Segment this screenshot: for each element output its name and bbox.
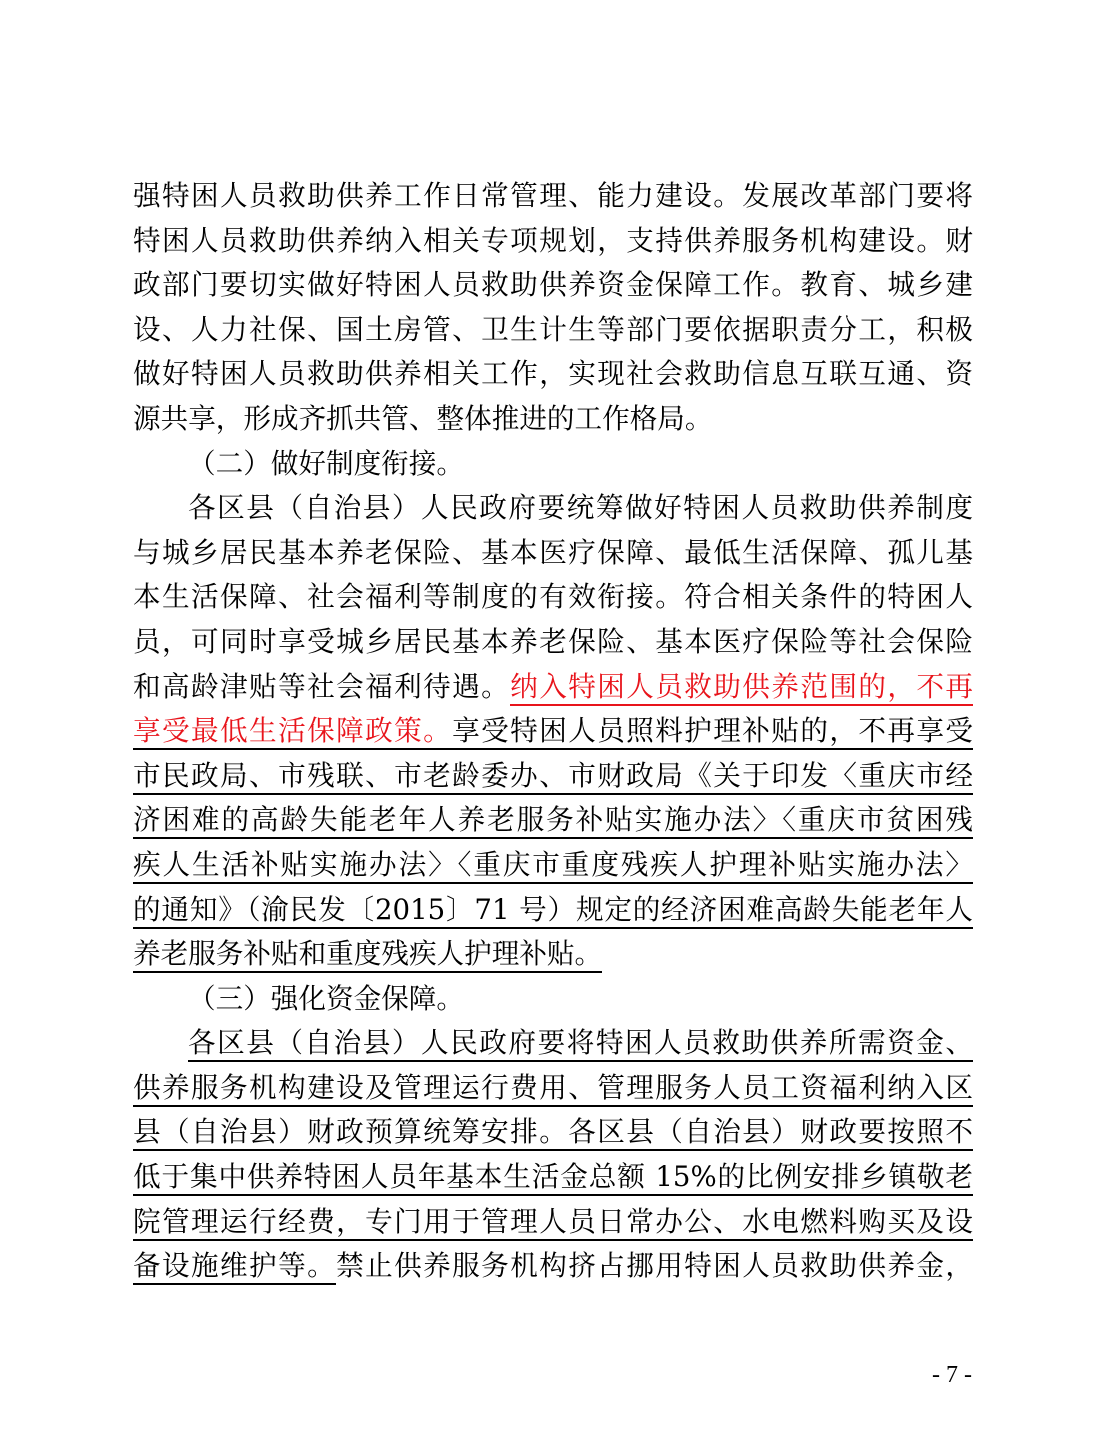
text-line (133, 314, 973, 359)
text-segment: 员，可同时享受城乡居民基本养老保险、基本医疗保险等社会保险 (133, 624, 973, 658)
underlined-text: 县（自治县）财政预算统筹安排。各区县（自治县）财政要按照不 (133, 1115, 973, 1151)
underlined-text: 院管理运行经费，专门用于管理人员日常办公、水电燃料购买及设 (133, 1205, 973, 1241)
text-segment: 政部门要切实做好特困人员救助供养资金保障工作。教育、城乡建 (133, 268, 973, 302)
text-line (133, 1027, 973, 1072)
document-body (133, 180, 973, 1295)
underlined-text: 低于集中供养特困人员年基本生活金总额 15%的比例安排乡镇敬老 (133, 1160, 973, 1196)
underlined-text: 疾人生活补贴实施办法〉〈重庆市重度残疾人护理补贴实施办法〉 (133, 848, 973, 884)
text-line (133, 1072, 973, 1117)
text-line (133, 225, 973, 270)
text-line (133, 1161, 973, 1206)
text-line (133, 938, 973, 983)
text-segment: 强特困人员救助供养工作日常管理、能力建设。发展改革部门要将 (133, 179, 973, 212)
text-segment: 特困人员救助供养纳入相关专项规划，支持供养服务机构建设。财 (133, 223, 973, 257)
text-line (133, 671, 973, 716)
heading-text: （二）做好制度衔接。 (188, 446, 464, 480)
highlighted-text: 享受最低生活保障政策。 (133, 714, 452, 750)
section-heading (133, 983, 973, 1028)
underlined-text: 各区县（自治县）人民政府要将特困人员救助供养所需资金、 (188, 1026, 973, 1062)
text-segment: 和高龄津贴等社会福利待遇。 (133, 669, 511, 703)
text-line (133, 804, 973, 849)
underlined-text: 供养服务机构建设及管理运行费用、管理服务人员工资福利纳入区 (133, 1071, 973, 1107)
text-line (133, 492, 973, 537)
text-line (133, 1116, 973, 1161)
text-line (133, 1250, 973, 1295)
text-line (133, 894, 973, 939)
underlined-text: 的通知》（渝民发〔2015〕71 号）规定的经济困难高龄失能老年人 (133, 893, 973, 929)
underlined-text: 济困难的高龄失能老年人养老服务补贴实施办法〉〈重庆市贫困残 (133, 803, 973, 839)
text-line (133, 180, 973, 225)
text-segment: 禁止供养服务机构挤占挪用特困人员救助供养金， (336, 1249, 973, 1283)
text-line (133, 1206, 973, 1251)
text-line (133, 760, 973, 805)
heading-text: （三）强化资金保障。 (188, 981, 464, 1015)
text-line (133, 581, 973, 626)
underlined-text: 享受特困人员照料护理补贴的，不再享受 (452, 714, 973, 750)
highlighted-text: 纳入特困人员救助供养范围的，不再 (510, 670, 973, 706)
text-segment: 与城乡居民基本养老保险、基本医疗保障、最低生活保障、孤儿基 (133, 535, 973, 569)
section-heading (133, 448, 973, 493)
text-line (133, 715, 973, 760)
text-line (133, 849, 973, 894)
text-segment: 设、人力社保、国土房管、卫生计生等部门要依据职责分工，积极 (133, 312, 973, 346)
text-segment: 做好特困人员救助供养相关工作，实现社会救助信息互联互通、资 (133, 357, 973, 391)
text-line (133, 403, 973, 448)
text-line (133, 537, 973, 582)
page-number: - 7 - (932, 1362, 972, 1388)
text-segment: 源共享，形成齐抓共管、整体推进的工作格局。 (133, 401, 713, 435)
text-line (133, 626, 973, 671)
text-segment: 本生活保障、社会福利等制度的有效衔接。符合相关条件的特困人 (133, 580, 973, 614)
underlined-text: 养老服务补贴和重度残疾人护理补贴。 (133, 937, 602, 973)
text-line (133, 269, 973, 314)
underlined-text: 市民政局、市残联、市老龄委办、市财政局《关于印发〈重庆市经 (133, 759, 973, 795)
underlined-text: 备设施维护等。 (133, 1249, 336, 1285)
text-line (133, 358, 973, 403)
text-segment: 各区县（自治县）人民政府要统筹做好特困人员救助供养制度 (188, 491, 973, 525)
